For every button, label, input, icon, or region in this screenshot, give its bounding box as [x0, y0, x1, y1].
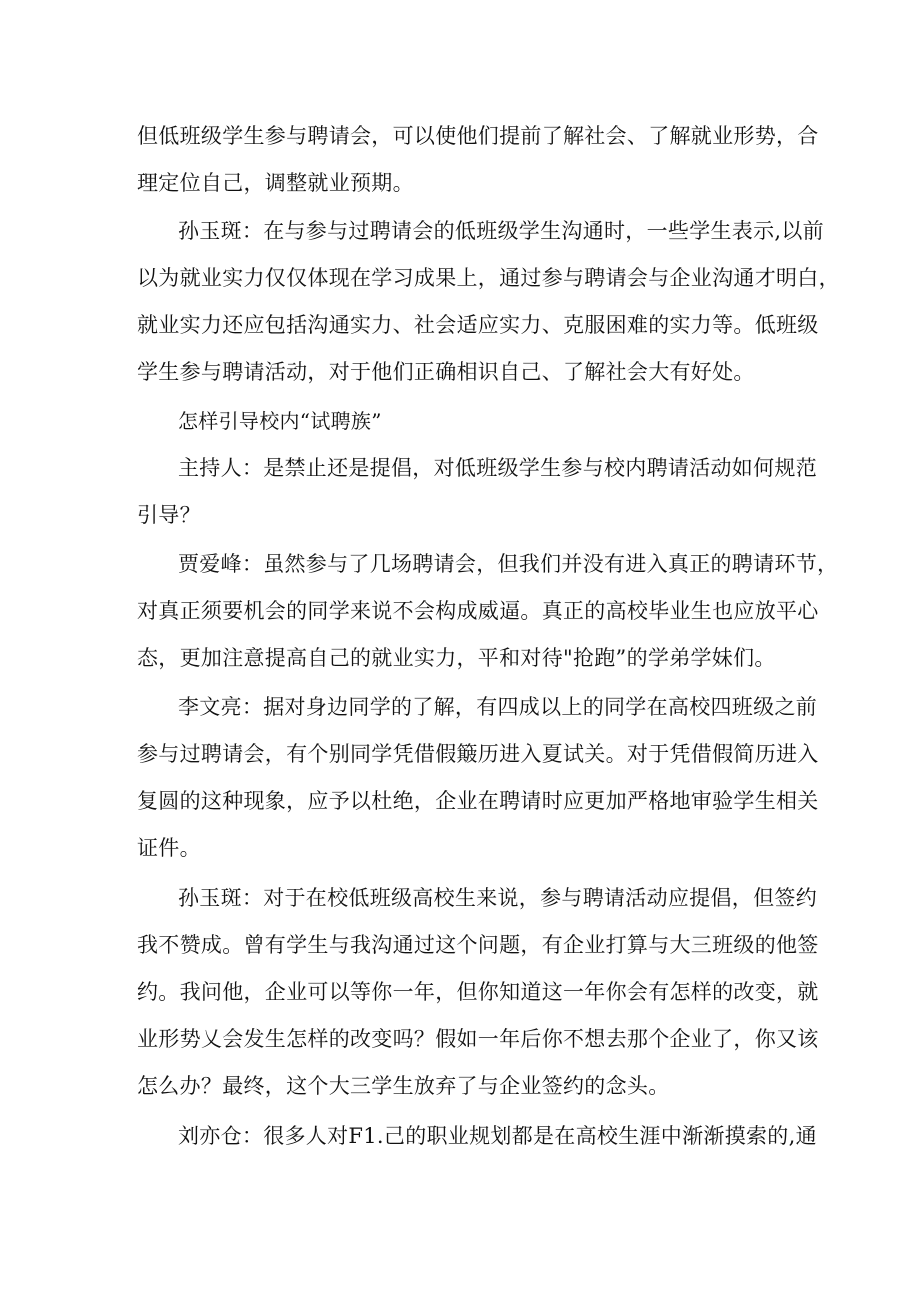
- text-line: 约。我问他，企业可以等你一年，但你知道这一年你会有怎样的改变，就: [137, 980, 819, 1004]
- text-line: 态，更加注意提高自己的就业实力，平和对待"抢跑”的学弟学妹们。: [137, 646, 776, 670]
- paragraph-sun-yuban-1: [137, 208, 840, 396]
- text-line: 复圆的这种现象，应予以杜绝，企业在聘请时应更加严格地审验学生相关: [137, 789, 819, 813]
- text-line: 我不赞成。曾有学生与我沟通过这个问题，有企业打算与大三班级的他签: [137, 933, 819, 957]
- paragraph-host-question: [137, 445, 817, 539]
- text-line: 贾爱峰：虽然参与了几场聘请会，但我们并没有进入真正的聘请环节，: [178, 552, 839, 576]
- paragraph-continuation: [137, 113, 819, 207]
- text-line: 理定位自己，调整就业预期。: [137, 171, 414, 195]
- paragraph-jia-aifeng: [137, 541, 839, 682]
- paragraph-sun-yuban-2: [137, 875, 819, 1110]
- text-line: 孙玉斑：对于在校低班级高校生来说，参与聘请活动应提倡，但签约: [178, 886, 817, 910]
- text-line: 以为就业实力仅仅体现在学习成果上，通过参与聘请会与企业沟通才明白，: [137, 266, 840, 290]
- text-line: 对真正须要机会的同学来说不会构成威逼。真正的高校毕业生也应放平心: [137, 599, 819, 623]
- text-line: 怎么办？最终，这个大三学生放弃了与企业签约的念头。: [137, 1074, 670, 1098]
- text-line: 引导？: [137, 503, 201, 527]
- text-line: 学生参与聘请活动，对于他们正确相识自己、了解社会大有好处。: [137, 360, 755, 384]
- text-line: 参与过聘请会，有个别同学凭借假簸历进入夏试关。对于凭借假简历进入: [137, 742, 819, 766]
- text-line: 孙玉斑：在与参与过聘请会的低班级学生沟通时，一些学生表示,以前: [178, 219, 824, 243]
- section-heading: [137, 398, 797, 445]
- text-line: 主持人：是禁止还是提倡，对低班级学生参与校内聘请活动如何规范: [178, 456, 817, 480]
- paragraph-liu-yicang: [137, 1113, 817, 1160]
- text-line: 刘亦仓：很多人对F1.己的职业规划都是在高校生涯中渐渐摸索的,通: [178, 1124, 817, 1148]
- text-line: 证件。: [137, 836, 201, 860]
- paragraph-li-wenliang: [137, 684, 819, 872]
- text-line: 就业实力还应包括沟通实力、社会适应实力、克服困难的实力等。低班级: [137, 313, 819, 337]
- heading-text: 怎样引导校内“试聘族”: [178, 409, 382, 433]
- text-line: 业形势乂会发生怎样的改变吗？假如一年后你不想去那个企业了，你又该: [137, 1027, 819, 1051]
- text-line: 李文亮：据对身边同学的了解，有四成以上的同学在高校四班级之前: [178, 695, 817, 719]
- text-line: 但低班级学生参与聘请会，可以使他们提前了解社会、了解就业形势，合: [137, 124, 819, 148]
